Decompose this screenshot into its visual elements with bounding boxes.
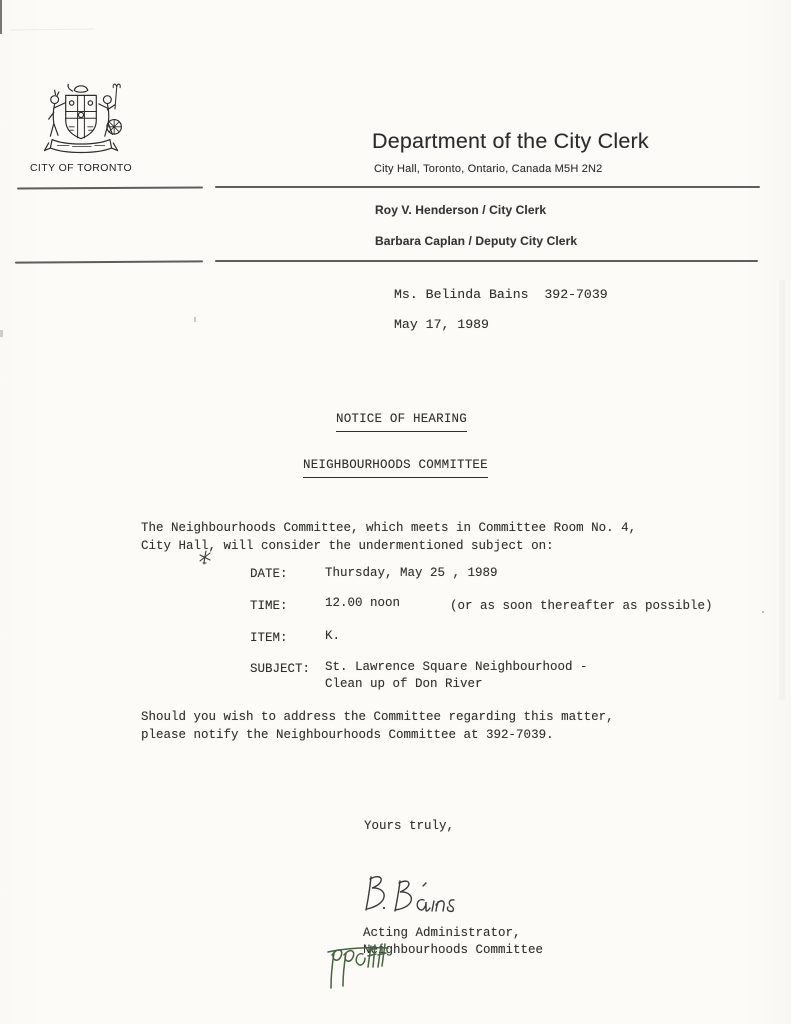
signature-handwriting bbox=[360, 869, 464, 919]
signoff-title-line2: Neighbourhoods Committee bbox=[363, 943, 544, 957]
horizontal-rule-left bbox=[15, 260, 203, 263]
department-title: Department of the City Clerk bbox=[372, 129, 649, 153]
scan-artifact bbox=[194, 317, 196, 322]
item-value: K. bbox=[325, 629, 341, 643]
scan-artifact bbox=[0, 330, 3, 337]
scan-artifact bbox=[10, 29, 94, 31]
time-value: 12.00 noon bbox=[325, 596, 401, 610]
deputy-city-clerk-name-line: Barbara Caplan / Deputy City Clerk bbox=[375, 234, 578, 248]
horizontal-rule-right bbox=[215, 186, 760, 188]
city-of-toronto-crest-icon bbox=[30, 80, 132, 160]
item-label: ITEM: bbox=[250, 631, 288, 645]
subject-label: SUBJECT: bbox=[250, 662, 311, 676]
horizontal-rule-right bbox=[215, 260, 758, 262]
handwritten-asterisk-mark bbox=[198, 549, 212, 566]
date-value: Thursday, May 25 , 1989 bbox=[325, 566, 498, 580]
salutation: Yours truly, bbox=[364, 819, 455, 833]
signoff-title-line1: Acting Administrator, bbox=[363, 926, 521, 940]
department-address: City Hall, Toronto, Ontario, Canada M5H 2N2 bbox=[374, 163, 603, 175]
crest-caption: CITY OF TORONTO bbox=[29, 162, 133, 174]
time-note: (or as soon thereafter as possible) bbox=[450, 599, 713, 613]
horizontal-rule-left bbox=[17, 187, 203, 190]
city-clerk-name-line: Roy V. Henderson / City Clerk bbox=[375, 203, 547, 217]
notice-of-hearing-heading: NOTICE OF HEARING bbox=[336, 410, 467, 432]
scan-artifact bbox=[762, 611, 764, 613]
committee-heading: NEIGHBOURHOODS COMMITTEE bbox=[303, 456, 488, 478]
closing-paragraph-line2: please notify the Neighbourhoods Committee at 392-7039. bbox=[141, 728, 554, 742]
subject-value-line1: St. Lawrence Square Neighbourhood - bbox=[325, 660, 588, 674]
intro-paragraph-line1: The Neighbourhoods Committee, which meets in Committee Room No. 4, bbox=[141, 521, 637, 535]
date-label: DATE: bbox=[250, 567, 288, 581]
handwritten-initials-scribble bbox=[326, 941, 390, 991]
recipient-contact-line: Ms. Belinda Bains 392-7039 bbox=[394, 287, 608, 302]
subject-value-line2: Clean up of Don River bbox=[325, 677, 483, 691]
scan-artifact bbox=[0, 0, 2, 34]
intro-paragraph-line2: City Hall, will consider the undermentioned subject on: bbox=[141, 539, 554, 553]
scan-artifact bbox=[779, 280, 785, 700]
time-label: TIME: bbox=[250, 599, 288, 613]
letter-date-line: May 17, 1989 bbox=[394, 317, 489, 332]
closing-paragraph-line1: Should you wish to address the Committee regarding this matter, bbox=[141, 710, 614, 724]
